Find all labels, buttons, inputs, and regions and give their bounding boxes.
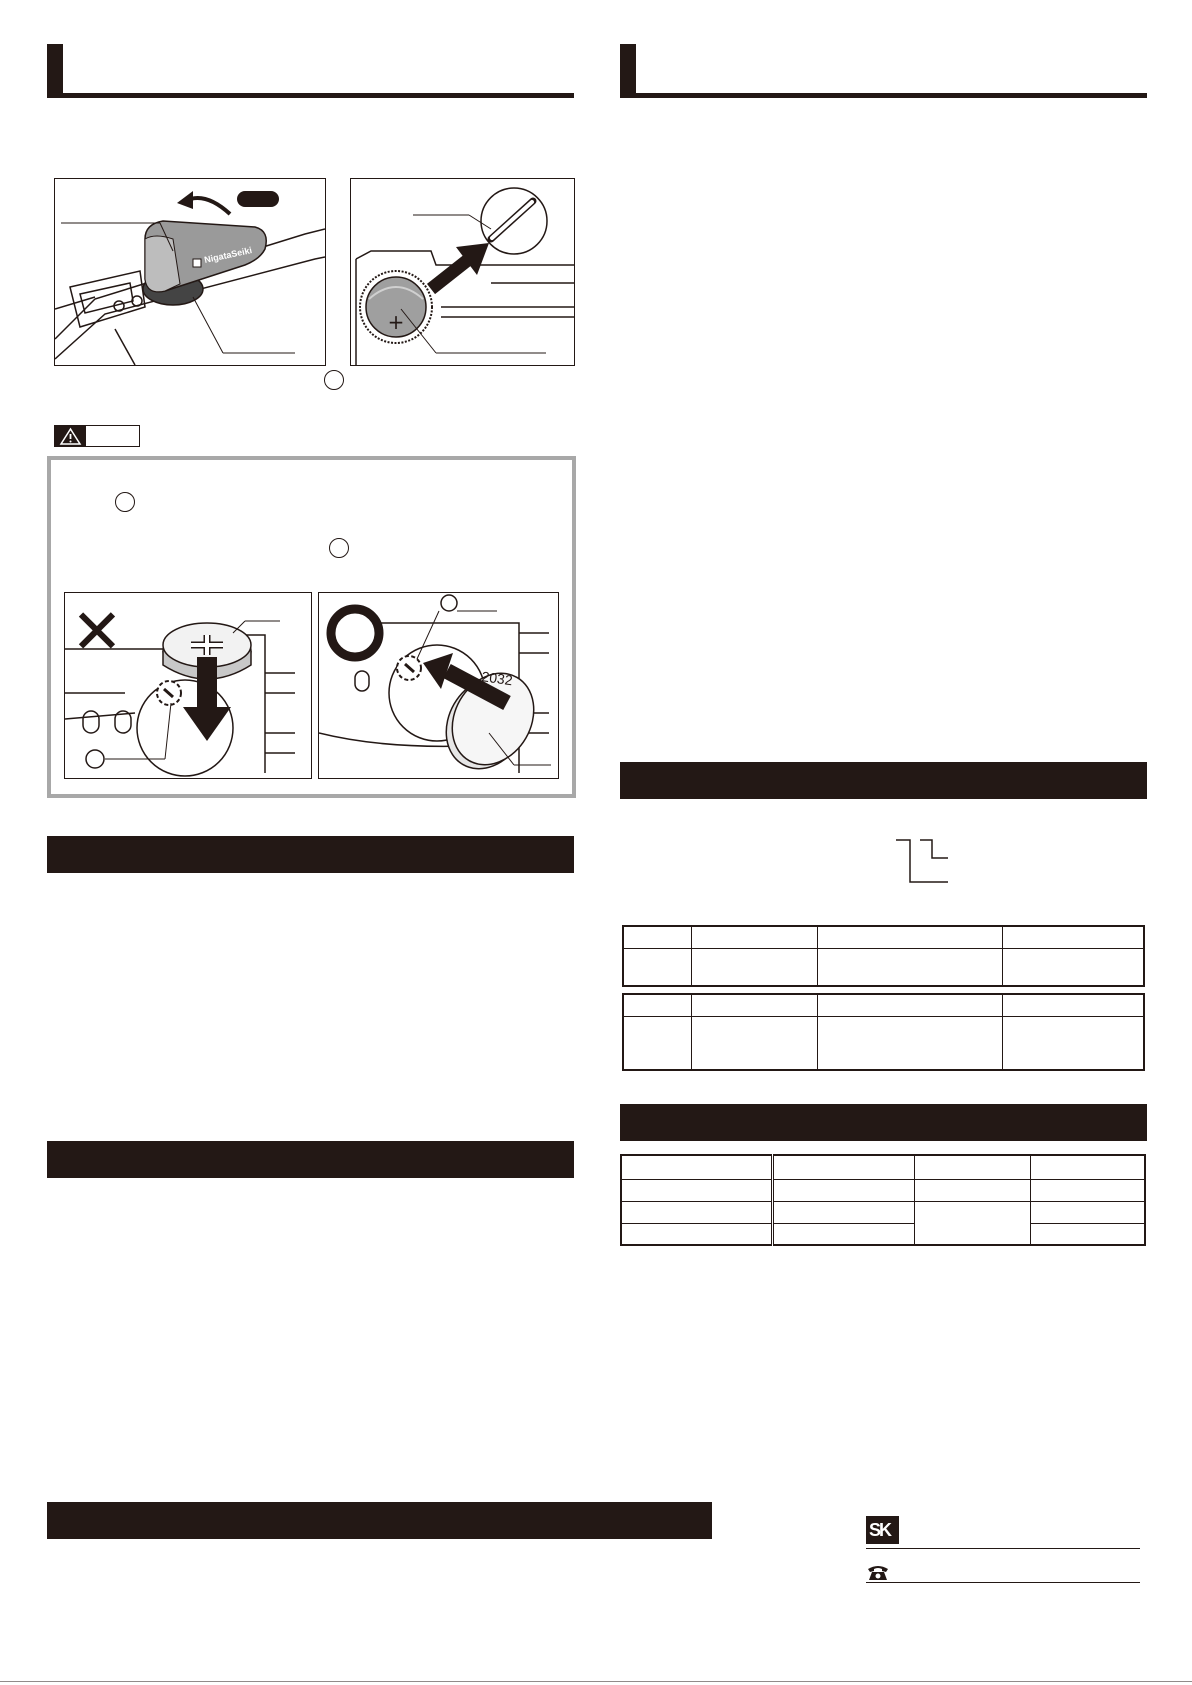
table-row	[623, 994, 1144, 1016]
table-row	[621, 1155, 1145, 1179]
figure-wrong-insertion	[64, 592, 312, 779]
model-code-bracket	[890, 838, 950, 886]
spec-table-2	[622, 993, 1145, 1071]
section-bar-left-1	[47, 836, 574, 873]
table-row	[623, 926, 1144, 948]
company-logo-text: SK	[869, 1520, 891, 1540]
plus-sign: +	[387, 310, 405, 334]
brand-logo-text: NigataSeiki	[203, 245, 253, 265]
section-bar-bottom-wide	[47, 1502, 712, 1539]
section-bar-right-1	[620, 762, 1147, 799]
table-row	[623, 1016, 1144, 1070]
company-rule	[866, 1548, 1140, 1549]
right-heading-marker	[620, 44, 636, 97]
telephone-icon	[866, 1564, 890, 1582]
figure-battery-removal	[350, 178, 575, 366]
table-row	[621, 1179, 1145, 1201]
warning-triangle-icon	[55, 426, 86, 446]
table-row	[621, 1223, 1145, 1245]
page-bottom-rule	[0, 1681, 1192, 1682]
right-heading-rule	[620, 93, 1147, 98]
warning-box	[47, 456, 576, 798]
left-heading-rule	[47, 93, 574, 98]
wrong-mark: ✕	[71, 595, 123, 668]
table-row	[621, 1201, 1145, 1223]
left-heading-marker	[47, 44, 63, 97]
spec-table-1	[622, 925, 1145, 987]
table-row	[623, 948, 1144, 986]
warning-circle-marker-2	[329, 538, 349, 558]
phone-rule	[866, 1582, 1140, 1583]
caution-badge	[54, 425, 140, 447]
figure-cover-removal	[54, 178, 326, 366]
correct-mark	[331, 609, 379, 657]
battery-imprint: 2032	[480, 668, 514, 689]
warning-circle-marker-1	[115, 492, 135, 512]
reference-circle-marker	[324, 370, 344, 390]
spec-table-3	[620, 1154, 1146, 1246]
section-bar-right-2	[620, 1104, 1147, 1141]
company-logo	[866, 1516, 899, 1544]
figure-correct-insertion	[318, 592, 559, 779]
section-bar-left-2	[47, 1141, 574, 1178]
